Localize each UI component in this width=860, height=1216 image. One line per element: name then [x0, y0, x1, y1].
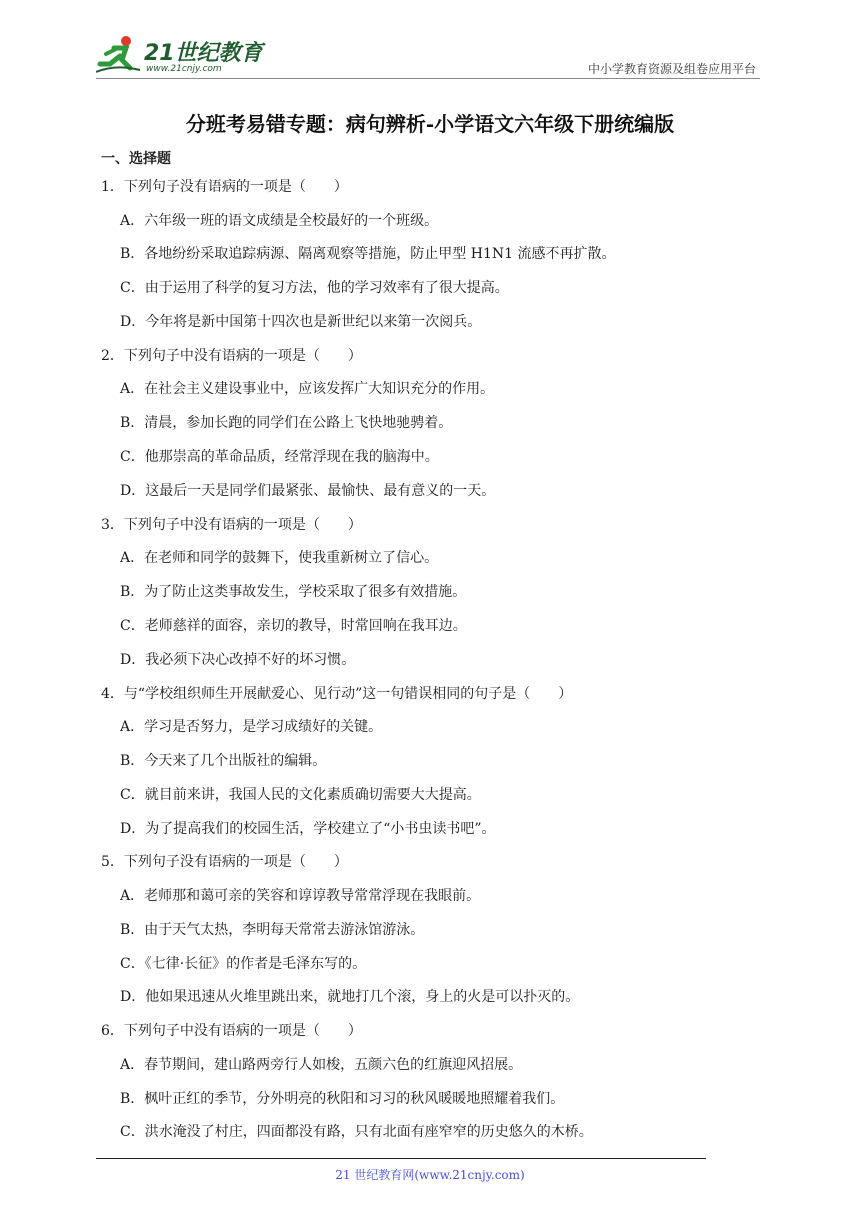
question-option[interactable]: A．春节期间，建山路两旁行人如梭，五颜六色的红旗迎风招展。 — [120, 1057, 523, 1073]
footer-link[interactable]: 21 世纪教育网(www.21cnjy.com) — [335, 1168, 525, 1182]
question-option[interactable]: D．今年将是新中国第十四次也是新世纪以来第一次阅兵。 — [120, 314, 482, 330]
question-option[interactable]: C．就目前来讲，我国人民的文化素质确切需要大大提高。 — [120, 787, 481, 803]
question-option[interactable]: A．老师那和蔼可亲的笑容和谆谆教导常常浮现在我眼前。 — [120, 888, 481, 904]
page-header — [96, 34, 760, 80]
question-option[interactable]: A．六年级一班的语文成绩是全校最好的一个班级。 — [120, 213, 439, 229]
header-divider — [96, 78, 760, 79]
question-option[interactable]: A．学习是否努力，是学习成绩好的关键。 — [120, 719, 383, 735]
question-stem: 4．与“学校组织师生开展献爱心、见行动”这一句错误相同的句子是（ ） — [101, 686, 573, 702]
site-logo — [96, 34, 266, 78]
question-option[interactable]: A．在老师和同学的鼓舞下，使我重新树立了信心。 — [120, 550, 439, 566]
question-option[interactable]: C．《七律·长征》的作者是毛泽东写的。 — [120, 956, 367, 972]
question-option[interactable]: B．枫叶正红的季节，分外明亮的秋阳和习习的秋风暖暖地照耀着我们。 — [120, 1091, 565, 1107]
question-option[interactable]: C．洪水淹没了村庄，四面都没有路，只有北面有座窄窄的历史悠久的木桥。 — [120, 1124, 593, 1140]
question-option[interactable]: D．这最后一天是同学们最紧张、最愉快、最有意义的一天。 — [120, 483, 496, 499]
question-option[interactable]: B．各地纷纷采取追踪病源、隔离观察等措施，防止甲型 H1N1 流感不再扩散。 — [120, 246, 616, 262]
question-option[interactable]: C．老师慈祥的面容，亲切的教导，时常回响在我耳边。 — [120, 618, 467, 634]
logo-text: 21世纪教育 — [144, 41, 263, 66]
question-option[interactable]: D．他如果迅速从火堆里跳出来，就地打几个滚，身上的火是可以扑灭的。 — [120, 989, 580, 1005]
question-option[interactable]: C．由于运用了科学的复习方法，他的学习效率有了很大提高。 — [120, 280, 509, 296]
question-option[interactable]: B．由于天气太热，李明每天常常去游泳馆游泳。 — [120, 922, 425, 938]
platform-label: 中小学教育资源及组卷应用平台 — [587, 62, 756, 76]
runner-icon — [96, 34, 142, 78]
question-stem: 3．下列句子中没有语病的一项是（ ） — [101, 517, 362, 533]
question-stem: 5．下列句子没有语病的一项是（ ） — [101, 854, 348, 870]
question-option[interactable]: B．今天来了几个出版社的编辑。 — [120, 753, 327, 769]
logo-url: www.21cnjy.com — [146, 64, 222, 74]
question-stem: 1．下列句子没有语病的一项是（ ） — [101, 179, 348, 195]
question-option[interactable]: C．他那崇高的革命品质，经常浮现在我的脑海中。 — [120, 449, 439, 465]
question-option[interactable]: B．清晨，参加长跑的同学们在公路上飞快地驰骋着。 — [120, 415, 453, 431]
section-heading: 一、选择题 — [101, 151, 171, 167]
question-option[interactable]: D．为了提高我们的校园生活，学校建立了“小书虫读书吧”。 — [120, 821, 496, 837]
question-option[interactable]: B．为了防止这类事故发生，学校采取了很多有效措施。 — [120, 584, 467, 600]
question-option[interactable]: D．我必须下决心改掉不好的坏习惯。 — [120, 652, 356, 668]
question-stem: 2．下列句子中没有语病的一项是（ ） — [101, 348, 362, 364]
question-stem: 6．下列句子中没有语病的一项是（ ） — [101, 1023, 362, 1039]
question-option[interactable]: A．在社会主义建设事业中，应该发挥广大知识充分的作用。 — [120, 381, 495, 397]
page-title: 分班考易错专题：病句辨析-小学语文六年级下册统编版 — [185, 112, 675, 136]
footer-divider — [96, 1158, 706, 1159]
